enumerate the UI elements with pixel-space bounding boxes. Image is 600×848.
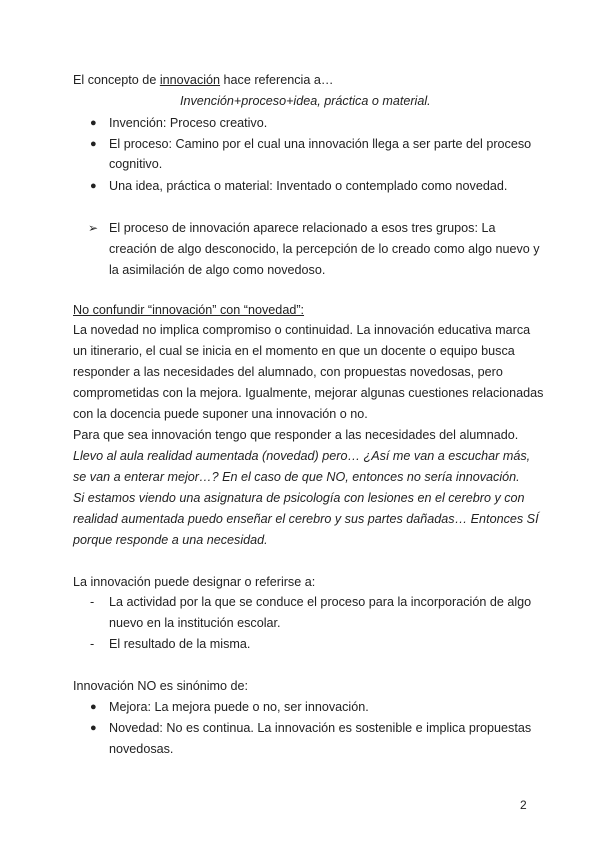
- designar-item-continuation: nuevo en la institución escolar.: [109, 616, 281, 630]
- paragraph-line: un itinerario, el cual se inicia en el momento en que un docente o equipo busca: [73, 344, 515, 358]
- component-item: Invención: Proceso creativo.: [109, 116, 268, 130]
- page-number: 2: [520, 798, 527, 812]
- paragraph-line: La novedad no implica compromiso o continuidad. La innovación educativa marca: [73, 323, 531, 337]
- example-line: porque responde a una necesidad.: [73, 533, 268, 547]
- arrow-bullet-icon: ➢: [88, 221, 99, 235]
- example-line: Llevo al aula realidad aumentada (novedad) pero… ¿Así me van a escuchar más,: [73, 449, 531, 463]
- paragraph-line: con la docencia puede suponer una innovación o no.: [73, 407, 368, 421]
- component-item: Una idea, práctica o material: Inventado o contemplado como novedad.: [109, 179, 508, 193]
- dash-bullet: -: [90, 595, 95, 609]
- sinonimo-title: Innovación NO es sinónimo de:: [73, 679, 249, 693]
- example-line: realidad aumentada puedo enseñar el cerebro y sus partes dañadas… Entonces SÍ: [73, 512, 539, 526]
- bullet-icon: ●: [90, 701, 97, 713]
- paragraph-line: comprometidas con la mejora. Igualmente, mejorar algunas cuestiones relacionadas: [73, 386, 544, 400]
- example-line: se van a enterar mejor…? En el caso de que NO, entonces no sería innovación.: [73, 470, 520, 484]
- arrow-note-line: la asimilación de algo como novedoso.: [109, 263, 326, 277]
- intro-term: innovación: [159, 73, 221, 87]
- paragraph-line: Para que sea innovación tengo que responder a las necesidades del alumnado.: [73, 428, 519, 442]
- designar-item: La actividad por la que se conduce el proceso para la incorporación de algo: [109, 595, 532, 609]
- component-item-continuation: cognitivo.: [109, 157, 163, 171]
- intro-line: [73, 72, 333, 88]
- paragraph-line: responder a las necesidades del alumnado, con propuestas novedosas, pero: [73, 365, 503, 379]
- component-item: El proceso: Camino por el cual una innovación llega a ser parte del proceso: [109, 137, 532, 151]
- intro-prefix: El concepto de: [73, 73, 160, 87]
- bullet-icon: ●: [90, 138, 97, 150]
- bullet-icon: ●: [90, 180, 97, 192]
- intro-suffix: hace referencia a…: [220, 73, 334, 87]
- dash-bullet: -: [90, 637, 95, 651]
- sinonimo-item-continuation: novedosas.: [109, 742, 174, 756]
- designar-title: La innovación puede designar o referirse a:: [73, 575, 316, 589]
- bullet-icon: ●: [90, 117, 97, 129]
- designar-item: El resultado de la misma.: [109, 637, 251, 651]
- sinonimo-item: Mejora: La mejora puede o no, ser innovación.: [109, 700, 369, 714]
- innovation-formula: Invención+proceso+idea, práctica o material.: [180, 94, 431, 108]
- sinonimo-item: Novedad: No es continua. La innovación es sostenible e implica propuestas: [109, 721, 532, 735]
- example-line: Si estamos viendo una asignatura de psicología con lesiones en el cerebro y con: [73, 491, 525, 505]
- arrow-note-line: creación de algo desconocido, la percepción de lo creado como algo nuevo y: [109, 242, 540, 256]
- arrow-note-line: El proceso de innovación aparece relacionado a esos tres grupos: La: [109, 221, 496, 235]
- section-title: No confundir “innovación” con “novedad”:: [73, 303, 305, 317]
- bullet-icon: ●: [90, 722, 97, 734]
